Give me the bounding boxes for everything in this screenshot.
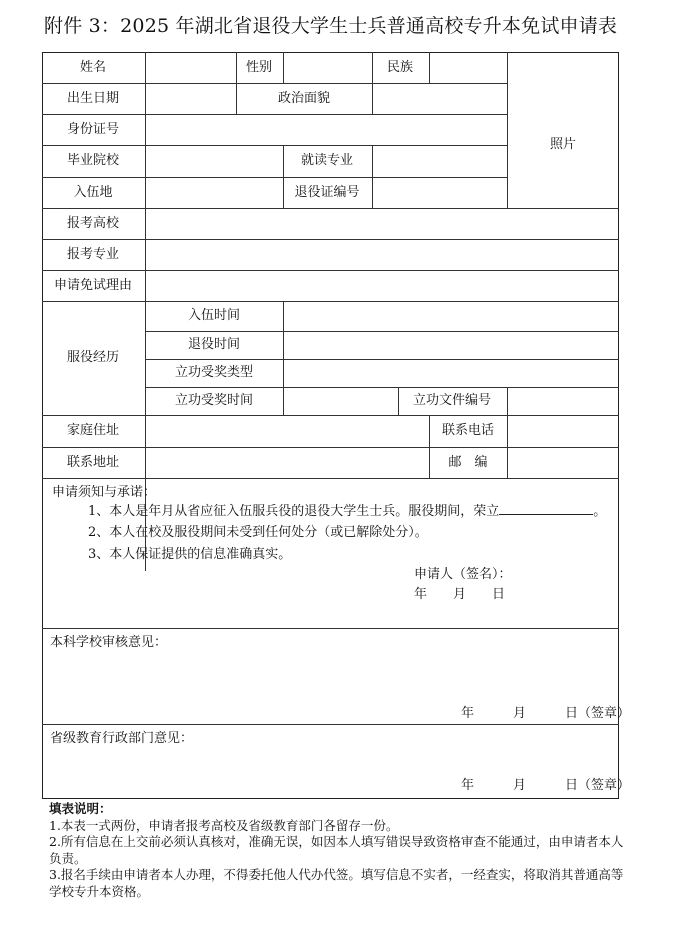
service-experience-label: 服役经历 xyxy=(66,350,120,365)
col-divider xyxy=(507,387,508,415)
major-label: 就读专业 xyxy=(300,153,354,168)
page-title: 附件 3：2025 年湖北省退役大学生士兵普通高校专升本免试申请表 xyxy=(44,15,618,37)
col-divider xyxy=(398,387,399,415)
col-divider xyxy=(372,145,373,208)
award-blank-field[interactable] xyxy=(499,502,593,515)
row-divider xyxy=(42,208,619,209)
row-divider xyxy=(145,359,619,360)
instructions-heading: 填表说明： xyxy=(49,801,112,816)
award-doc-label: 立功文件编号 xyxy=(412,393,492,408)
row-divider xyxy=(42,628,619,629)
id-number-field[interactable] xyxy=(150,122,502,138)
graduate-school-field[interactable] xyxy=(150,153,278,169)
exempt-reason-label: 申请免试理由 xyxy=(53,278,133,293)
filling-instructions xyxy=(49,801,629,900)
commitment-heading: 申请须知与承诺： xyxy=(52,485,157,500)
gender-field[interactable] xyxy=(288,60,368,76)
ethnicity-label: 民族 xyxy=(386,60,414,75)
discharge-cert-field[interactable] xyxy=(377,185,503,201)
major-field[interactable] xyxy=(377,153,503,169)
award-doc-field[interactable] xyxy=(512,393,614,409)
ethnicity-field[interactable] xyxy=(434,60,504,76)
col-divider xyxy=(283,301,284,415)
instruction-item-3: 3.报名手续由申请者本人办理，不得委托他人代办代签。填写信息不实者，一经查实，将取消其普通高等学校专升本资格。 xyxy=(49,867,624,899)
row-divider xyxy=(42,415,619,416)
postcode-field[interactable] xyxy=(512,455,614,471)
col-divider xyxy=(145,114,146,145)
postcode-label: 邮 编 xyxy=(448,455,488,470)
row-divider xyxy=(42,301,619,302)
col-divider xyxy=(283,52,284,83)
apply-school-label: 报考高校 xyxy=(66,216,120,231)
discharge-cert-label: 退役证编号 xyxy=(294,185,360,200)
discharge-time-field[interactable] xyxy=(288,337,614,353)
province-review-date-line: 年 月 日（签章） xyxy=(461,778,631,793)
col-divider xyxy=(372,52,373,114)
row-divider xyxy=(145,387,619,388)
commitment-item-1 xyxy=(88,502,606,521)
award-time-label: 立功受奖时间 xyxy=(174,393,254,408)
phone-field[interactable] xyxy=(512,423,614,439)
row-divider xyxy=(42,114,507,115)
school-review-label: 本科学校审核意见： xyxy=(50,635,168,650)
contact-address-label: 联系地址 xyxy=(66,455,120,470)
col-divider xyxy=(145,52,146,83)
col-divider xyxy=(507,415,508,478)
row-divider xyxy=(42,145,507,146)
row-divider xyxy=(42,239,619,240)
col-divider xyxy=(236,52,237,114)
gender-label: 性别 xyxy=(245,60,273,75)
phone-label: 联系电话 xyxy=(441,423,495,438)
row-divider xyxy=(42,270,619,271)
instruction-item-2: 2.所有信息在上交前必须认真核对，准确无误，如因本人填写错误导致资格审查不能通过，由申请者本人负责。 xyxy=(49,834,624,866)
col-divider xyxy=(283,145,284,208)
apply-major-field[interactable] xyxy=(150,247,614,263)
contact-address-field[interactable] xyxy=(150,455,425,471)
col-divider xyxy=(507,52,508,208)
row-divider xyxy=(42,83,507,84)
home-address-label: 家庭住址 xyxy=(66,423,120,438)
political-status-field[interactable] xyxy=(377,91,503,107)
enlist-place-field[interactable] xyxy=(150,185,278,201)
instruction-item-1: 1.本表一式两份，申请者报考高校及省级教育部门各留存一份。 xyxy=(49,817,399,833)
enlist-time-label: 入伍时间 xyxy=(187,308,241,323)
province-review-label: 省级教育行政部门意见： xyxy=(50,731,194,746)
col-divider xyxy=(429,415,430,478)
graduate-school-label: 毕业院校 xyxy=(66,153,120,168)
id-number-label: 身份证号 xyxy=(66,122,120,137)
political-status-label: 政治面貌 xyxy=(277,91,331,106)
row-divider xyxy=(42,724,619,725)
enlist-time-field[interactable] xyxy=(288,308,614,324)
apply-major-label: 报考专业 xyxy=(66,247,120,262)
award-time-field[interactable] xyxy=(288,393,394,409)
award-type-field[interactable] xyxy=(288,365,614,381)
home-address-field[interactable] xyxy=(150,423,425,439)
applicant-date-line: 年 月 日 xyxy=(414,587,506,602)
name-label: 姓名 xyxy=(79,60,107,75)
col-divider xyxy=(145,83,146,114)
row-divider xyxy=(42,177,507,178)
row-divider xyxy=(42,478,619,479)
commitment-item-3: 3、本人保证提供的信息准确真实。 xyxy=(88,547,292,562)
applicant-signature-label: 申请人（签名）： xyxy=(414,567,512,582)
discharge-time-label: 退役时间 xyxy=(187,337,241,352)
birthdate-field[interactable] xyxy=(150,91,232,107)
birthdate-label: 出生日期 xyxy=(66,91,120,106)
apply-school-field[interactable] xyxy=(150,216,614,232)
row-divider xyxy=(145,331,619,332)
row-divider xyxy=(42,447,619,448)
award-type-label: 立功受奖类型 xyxy=(174,365,254,380)
enlist-place-label: 入伍地 xyxy=(73,185,113,200)
commitment-item-1-end: 。 xyxy=(593,504,607,519)
photo-label: 照片 xyxy=(549,137,577,152)
commitment-item-2: 2、本人在校及服役期间未受到任何处分（或已解除处分）。 xyxy=(88,525,428,540)
name-field[interactable] xyxy=(150,60,232,76)
exempt-reason-field[interactable] xyxy=(150,278,614,294)
school-review-date-line: 年 月 日（签章） xyxy=(461,706,631,721)
col-divider xyxy=(429,52,430,83)
commitment-item-1-text: 1、本人是年月从省应征入伍服兵役的退役大学生士兵。服役期间，荣立 xyxy=(88,504,500,519)
